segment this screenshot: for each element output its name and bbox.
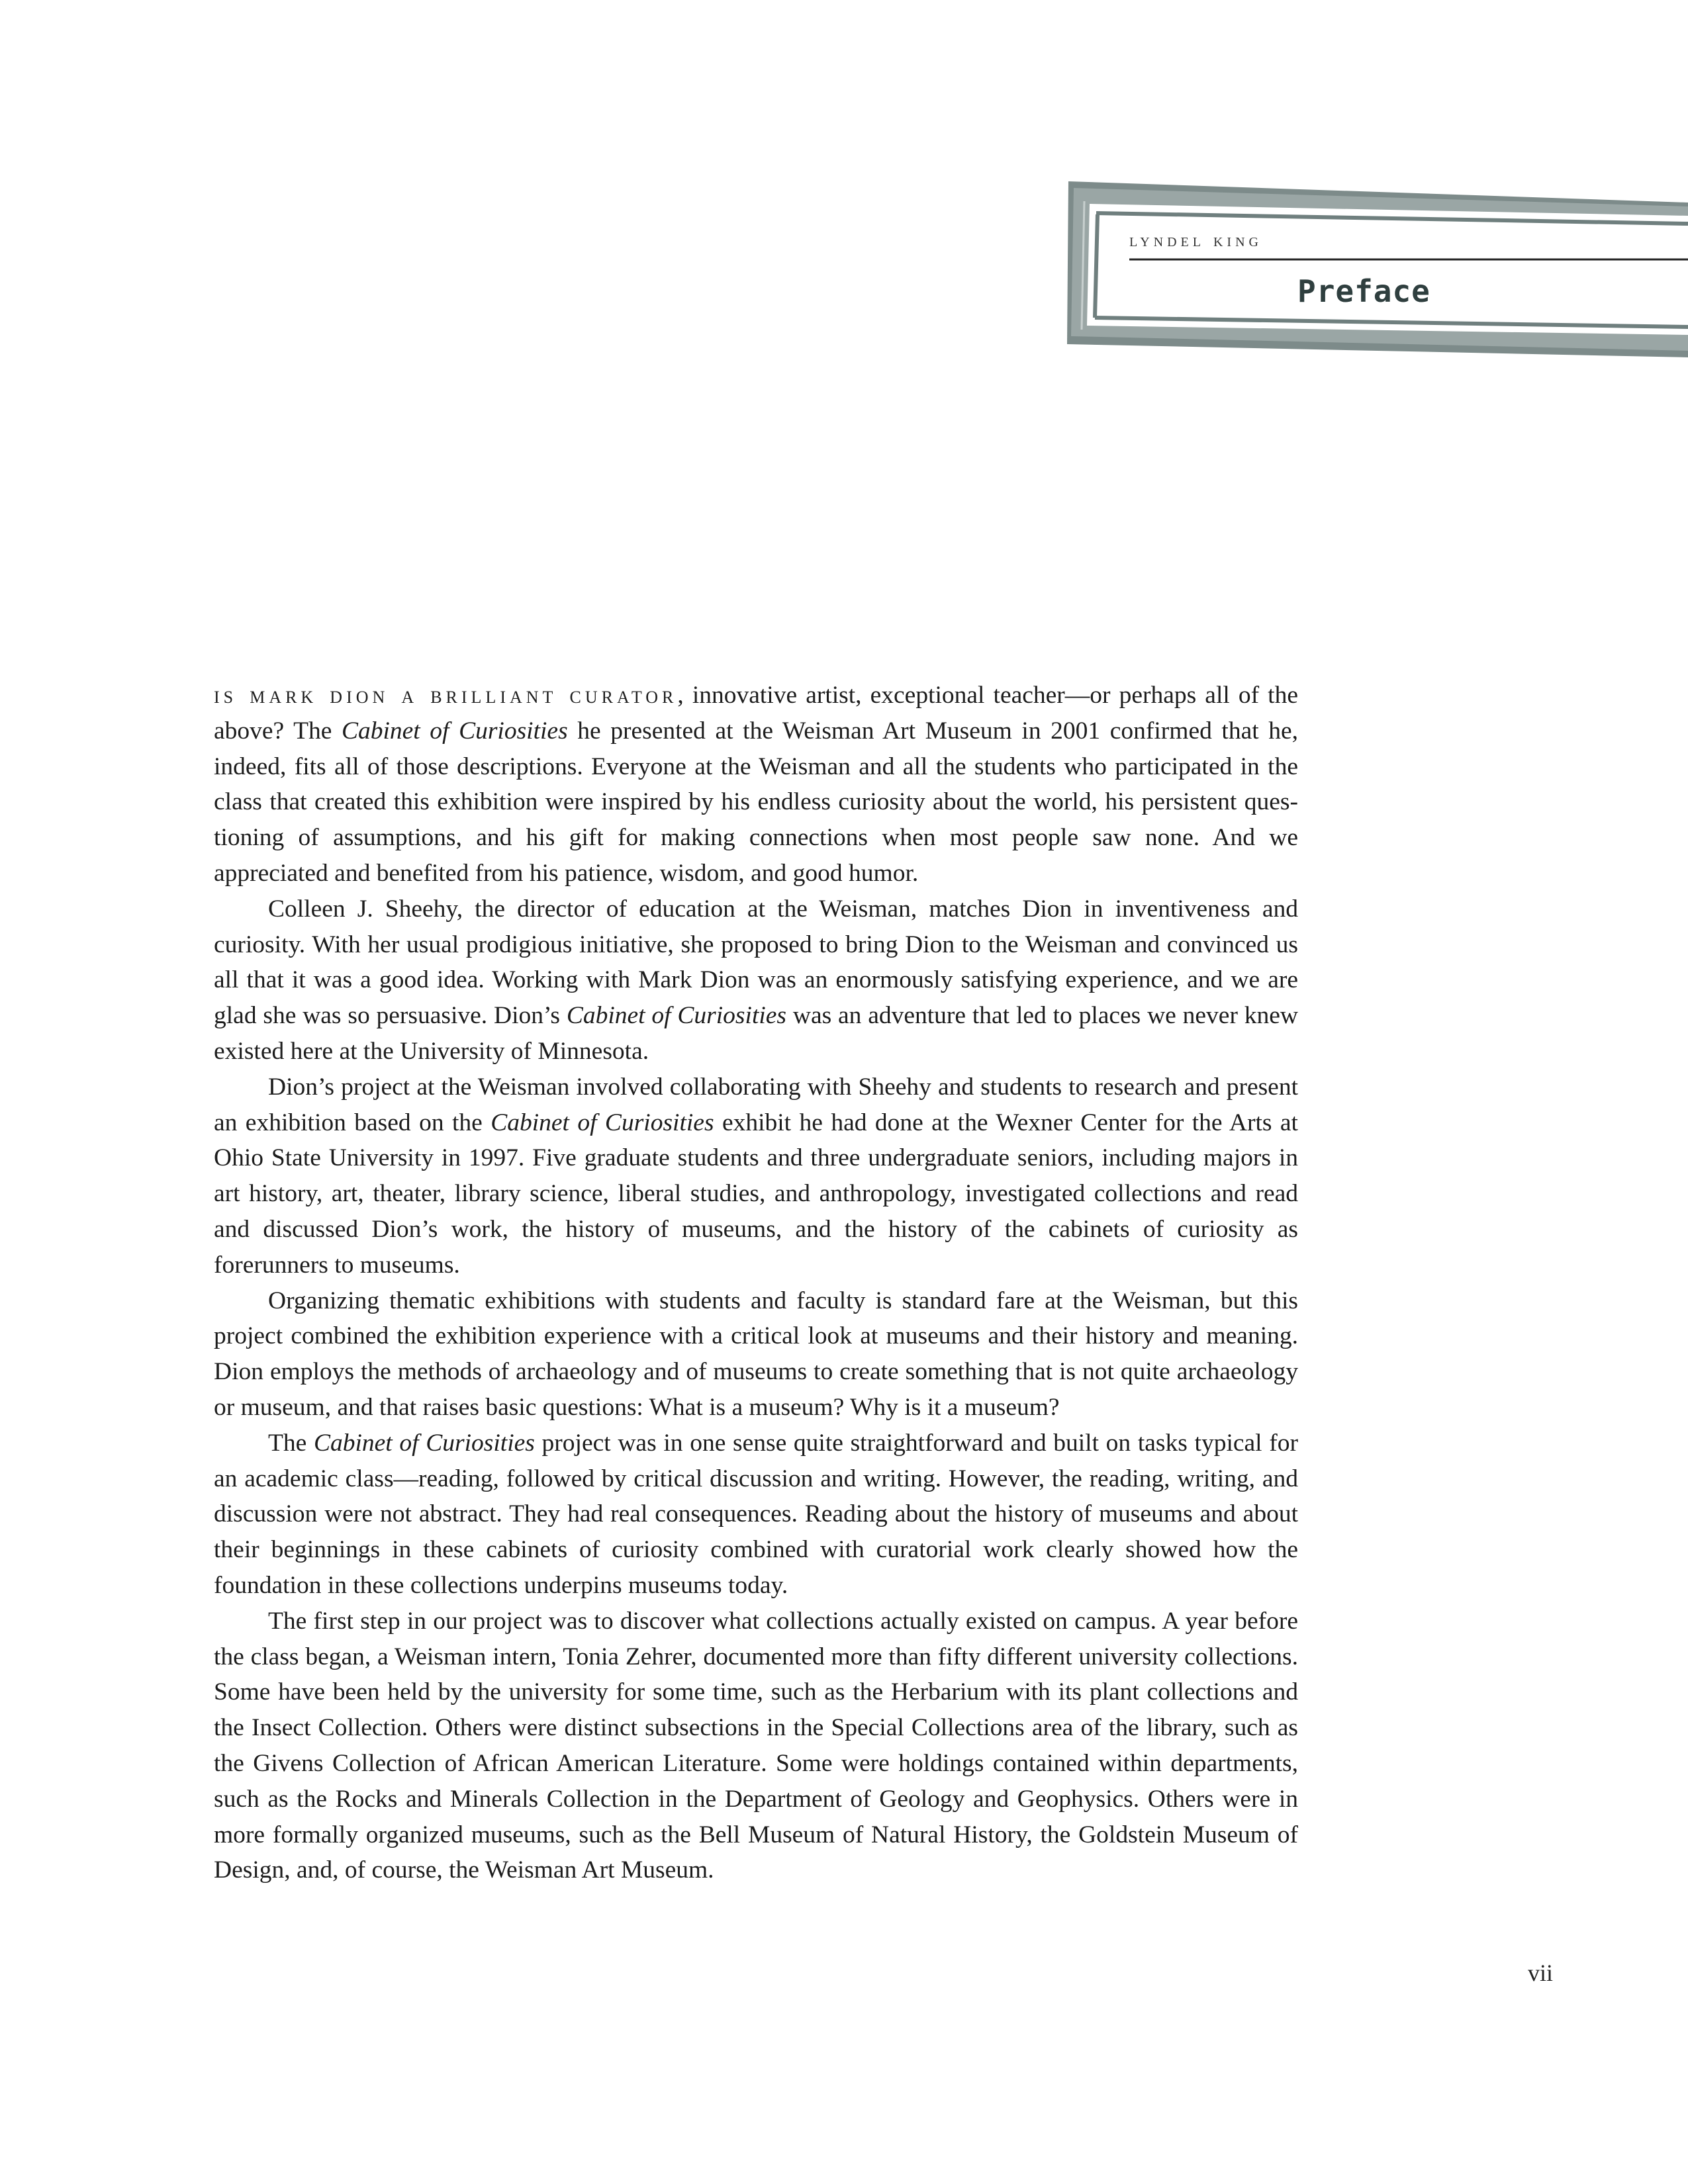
paragraph-1: is mark dion a brilliant curator, innovative artist, exceptional teacher—or perhaps all of the above? The Cabinet of Curiosities he presented at the Weisman Art Museum in 2001 confirmed that he, indeed, fits all of those descriptions. Everyone at the Weisman and all the students who participated in the class that created this exhibition were inspired by his endless curiosity about the world, his persistent questioning of assumptions, and his gift for making connections when most people saw none. And we appreciated and benefited from his patience, wisdom, and good humor. xyxy=(214,682,1299,887)
chapter-title: Preface xyxy=(1297,273,1430,309)
header-frame-graphic xyxy=(1064,177,1688,357)
paragraph-2: Colleen J. Sheehy, the director of education at the Weisman, matches Dion in inventiveness and curiosity. With her usual prodigious initiative, she proposed to bring Dion to the Weisman and convinced us all that it was a good idea. Working with Mark Dion was an enormously satisfying experience, and we are glad she was so persuasive. Dion’s Cabinet of Curiosities was an adventure that led to places we never knew existed here at the University of Minnesota. xyxy=(214,895,1298,1065)
italic-title: Cabinet of Curiosities xyxy=(313,1429,535,1457)
paragraph-5: The Cabinet of Curiosities project was in one sense quite straightforward and built on tasks typical for an academic class—reading, followed by critical discussion and writing. However, the reading, writing, and discussion were not abstract. They had real consequences. Reading about the history of museums and about their beginnings in these cabinets of curiosity combined with curatorial work clearly showed how the foundation in these collections underpins museums today. xyxy=(214,1429,1298,1599)
italic-title: Cabinet of Curiosities xyxy=(491,1109,714,1136)
body-text xyxy=(214,678,1298,1888)
italic-title: Cabinet of Curiosities xyxy=(341,717,568,745)
chapter-header-box xyxy=(1064,177,1688,357)
paragraph-6: The first step in our project was to discover what collections actually existed on campus. A year before the class began, a Weisman intern, Tonia Zehrer, documented more than fifty different university collections. Some have been held by the university for some time, such as the Herbarium with its plant collections and the Insect Collection. Others were distinct subsections in the Special Collections area of the library, such as the Givens Collection of African American Literature. Some were holdings contained within departments, such as the Rocks and Minerals Collection in the Department of Geology and Geophysics. Others were in more formally organized museums, such as the Bell Museum of Natural History, the Goldstein Museum of Design, and, of course, the Weisman Art Museum. xyxy=(214,1607,1298,1884)
paragraph-3: Dion’s project at the Weisman involved collaborating with Sheehy and students to research and present an exhibition based on the Cabinet of Curiosities exhibit he had done at the Wexner Center for the Arts at Ohio State University in 1997. Five graduate students and three undergraduate seniors, including majors in art history, art, theater, library science, liberal studies, and anthropology, investigated collections and read and discussed Dion’s work, the history of museums, and the history of the cabinets of curiosity as forerunners to museums. xyxy=(214,1073,1298,1279)
italic-title: Cabinet of Curiosities xyxy=(566,1002,787,1030)
lead-in-small-caps: is mark dion a brilliant curator xyxy=(214,682,678,709)
author-name: lyndel king xyxy=(1129,230,1262,251)
page-number: vii xyxy=(1528,1960,1554,1986)
paragraph-4: Organizing thematic exhibitions with students and faculty is standard fare at the Weisman, but this project combined the exhibition experience with a critical look at museums and their history and meaning. Dion employs the methods of archaeology and of museums to create something that is not quite archaeology or museum, and that raises basic questions: What is a museum? Why is it a museum? xyxy=(214,1287,1298,1421)
